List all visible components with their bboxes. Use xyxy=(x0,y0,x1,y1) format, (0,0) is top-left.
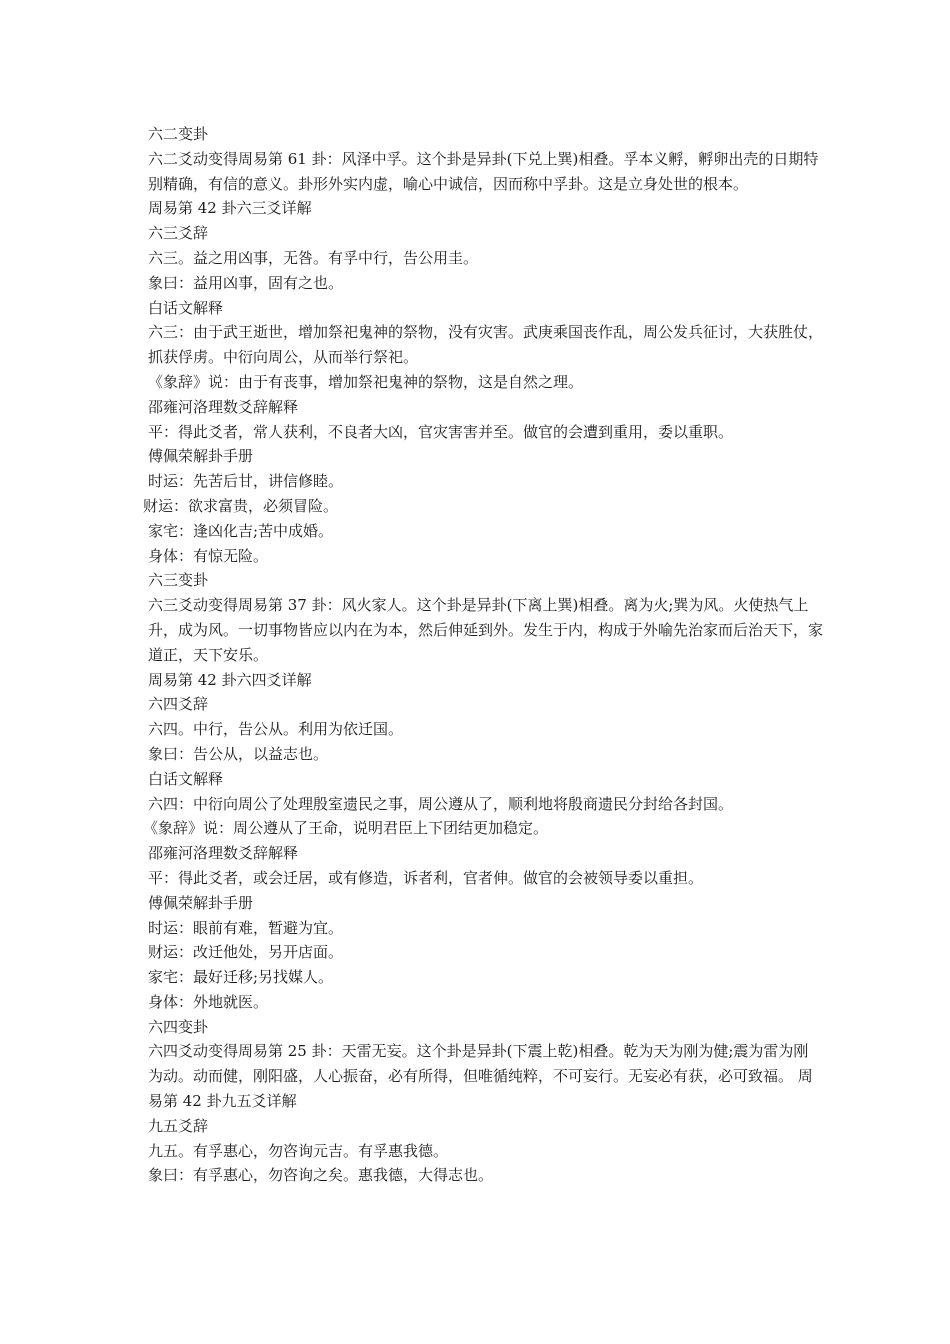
paragraph: 财运：改迁他处，另开店面。 xyxy=(148,943,344,962)
paragraph: 六四：中衍向周公了处理殷室遗民之事，周公遵从了，顺利地将殷商遗民分封给各封国。 xyxy=(148,794,734,813)
paragraph: 身体：有惊无险。 xyxy=(148,546,269,565)
paragraph: 象曰：有孚惠心，勿咨询之矣。惠我德，大得志也。 xyxy=(148,1166,494,1185)
paragraph: 平：得此爻者，常人获利，不良者大凶，官灾害害并至。做官的会遭到重用，委以重职。 xyxy=(148,422,734,441)
paragraph: 白话文解释 xyxy=(148,298,224,317)
paragraph: 周易第 42 卦六三爻详解 xyxy=(148,199,312,218)
paragraph: 九五爻辞 xyxy=(148,1116,209,1135)
paragraph: 财运：欲求富贵，必须冒险。 xyxy=(143,496,339,515)
paragraph: 《象辞》说：由于有丧事，增加祭祀鬼神的祭物，这是自然之理。 xyxy=(148,372,584,391)
paragraph: 邵雍河洛理数爻辞解释 xyxy=(148,397,299,416)
paragraph: 六三爻动变得周易第 37 卦：风火家人。这个卦是异卦(下离上巽)相叠。离为火;巽为风。火使热气上升，成为风。一切事物皆应以内在为本，然后伸延到外。发生于内，构成于外喻先治家而后治天下，家道正，天下安乐。 xyxy=(148,596,824,664)
paragraph: 周易第 42 卦六四爻详解 xyxy=(148,670,312,689)
paragraph: 《象辞》说：周公遵从了王命，说明君臣上下团结更加稳定。 xyxy=(143,819,549,838)
paragraph: 时运：眼前有难，暂避为宜。 xyxy=(148,918,344,937)
paragraph: 六二爻动变得周易第 61 卦：风泽中孚。这个卦是异卦(下兑上巽)相叠。孚本义孵，孵卵出壳的日期特别精确，有信的意义。卦形外实内虚，喻心中诚信，因而称中孚卦。这是立身处世的根本。 xyxy=(148,149,819,193)
paragraph: 六三：由于武王逝世，增加祭祀鬼神的祭物，没有灾害。武庚乘国丧作乱，周公发兵征讨，大获胜仗，抓获俘虏。中衍向周公，从而举行祭祀。 xyxy=(148,323,824,367)
paragraph: 白话文解释 xyxy=(148,769,224,788)
paragraph: 六四爻辞 xyxy=(148,695,209,714)
paragraph: 傅佩荣解卦手册 xyxy=(148,447,254,466)
paragraph: 象曰：告公从，以益志也。 xyxy=(148,744,329,763)
paragraph: 邵雍河洛理数爻辞解释 xyxy=(148,844,299,863)
document-body xyxy=(143,122,823,1188)
paragraph: 象曰：益用凶事，固有之也。 xyxy=(148,273,344,292)
paragraph: 六二变卦 xyxy=(148,125,209,143)
paragraph: 平：得此爻者，或会迁居，或有修造，诉者利，官者伸。做官的会被领导委以重担。 xyxy=(148,868,704,887)
paragraph: 傅佩荣解卦手册 xyxy=(148,893,254,912)
paragraph: 六四。中行，告公从。利用为依迁国。 xyxy=(148,720,404,739)
paragraph: 家宅：最好迁移;另找媒人。 xyxy=(148,968,334,987)
paragraph: 身体：外地就医。 xyxy=(148,992,269,1011)
paragraph: 九五。有孚惠心，勿咨询元吉。有孚惠我德。 xyxy=(148,1141,449,1160)
paragraph: 时运：先苦后甘，讲信修睦。 xyxy=(148,472,344,491)
paragraph: 六三爻辞 xyxy=(148,224,209,243)
paragraph: 六四变卦 xyxy=(148,1017,209,1036)
paragraph: 六四爻动变得周易第 25 卦：天雷无妄。这个卦是异卦(下震上乾)相叠。乾为天为刚为健;震为雷为刚为动。动而健，刚阳盛，人心振奋，必有所得，但唯循纯粹，不可妄行。无妄必有获，必可致福。 周易第 42 卦九五爻详解 xyxy=(148,1042,813,1111)
paragraph: 六三变卦 xyxy=(148,571,209,590)
paragraph: 家宅：逢凶化吉;苦中成婚。 xyxy=(148,521,334,540)
paragraph: 六三。益之用凶事，无咎。有孚中行，告公用圭。 xyxy=(148,248,479,267)
